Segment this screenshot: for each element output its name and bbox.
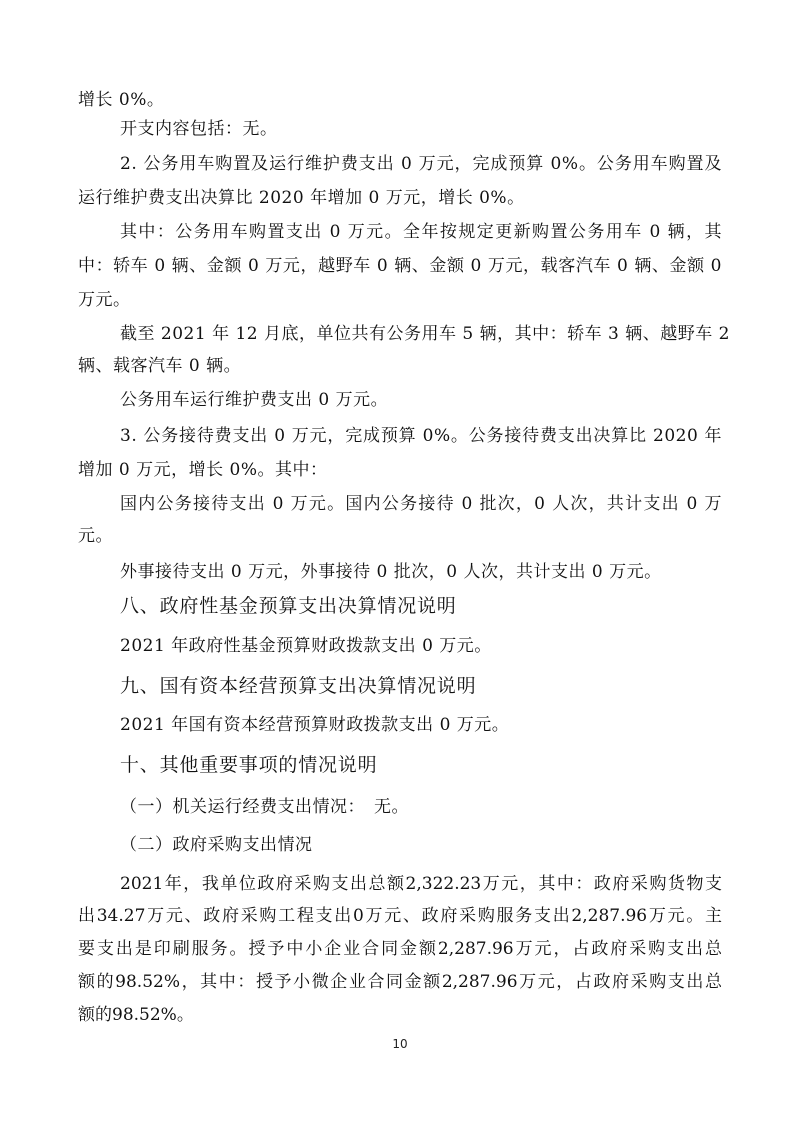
- section-heading-9: 九、国有资本经营预算支出决算情况说明: [120, 675, 477, 697]
- text-line: 要支出是印刷服务。授予中小企业合同金额2,287.96万元，占政府采购支出总: [78, 939, 722, 959]
- text-line: （一）机关运行经费支出情况： 无。: [120, 797, 409, 817]
- text-line: 2. 公务用车购置及运行维护费支出 0 万元，完成预算 0%。公务用车购置及: [120, 154, 722, 174]
- text-line: 出34.27万元、政府采购工程支出0万元、政府采购服务支出2,287.96万元。主: [78, 906, 722, 926]
- text-line: 增加 0 万元，增长 0%。其中：: [78, 460, 328, 480]
- text-line: 额的98.52%，其中：授予小微企业合同金额2,287.96万元，占政府采购支出总: [78, 972, 722, 992]
- text-line: 增长 0%。: [78, 90, 165, 110]
- text-line: 辆、载客汽车 0 辆。: [78, 356, 242, 376]
- text-line: 公务用车运行维护费支出 0 万元。: [120, 390, 389, 410]
- text-line: 万元。: [78, 290, 131, 310]
- text-line: 开支内容包括：无。: [120, 119, 278, 139]
- section-heading-8: 八、政府性基金预算支出决算情况说明: [120, 595, 457, 617]
- text-line: 运行维护费支出决算比 2020 年增加 0 万元，增长 0%。: [78, 188, 525, 208]
- text-line: 2021 年政府性基金预算财政拨款支出 0 万元。: [120, 636, 492, 656]
- text-line: 国内公务接待支出 0 万元。国内公务接待 0 批次，0 人次，共计支出 0 万: [120, 494, 722, 514]
- text-line: 3. 公务接待费支出 0 万元，完成预算 0%。公务接待费支出决算比 2020 年: [120, 426, 722, 446]
- text-line: 额的98.52%。: [78, 1005, 194, 1025]
- text-line: 外事接待支出 0 万元，外事接待 0 批次，0 人次，共计支出 0 万元。: [120, 562, 662, 582]
- text-line: 2021年，我单位政府采购支出总额2,322.23万元，其中：政府采购货物支: [120, 874, 722, 894]
- subsection-heading: （二）政府采购支出情况: [120, 835, 313, 855]
- text-line: 元。: [78, 526, 113, 546]
- text-line: 2021 年国有资本经营预算财政拨款支出 0 万元。: [120, 715, 510, 735]
- text-line: 截至 2021 年 12 月底，单位共有公务用车 5 辆，其中：轿车 3 辆、越野车 2: [120, 324, 730, 344]
- section-heading-10: 十、其他重要事项的情况说明: [120, 754, 378, 776]
- text-line: 中：轿车 0 辆、金额 0 万元，越野车 0 辆、金额 0 万元，载客汽车 0 辆、金额 0: [78, 256, 722, 276]
- page-number: 10: [392, 1037, 408, 1051]
- text-line: 其中：公务用车购置支出 0 万元。全年按规定更新购置公务用车 0 辆，其: [120, 222, 722, 242]
